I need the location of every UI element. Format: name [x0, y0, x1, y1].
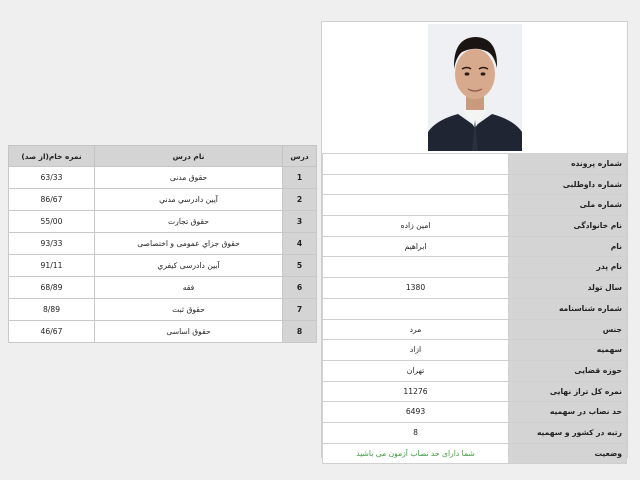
- info-label: شماره داوطلبی: [509, 174, 627, 195]
- header-course-number: درس: [283, 146, 317, 167]
- course-row: [9, 211, 317, 233]
- info-label: شماره پرونده: [509, 154, 627, 175]
- course-row: [9, 321, 317, 343]
- info-label: حوزه قضایی: [509, 360, 627, 381]
- info-label: نام پدر: [509, 257, 627, 278]
- course-row: [9, 299, 317, 321]
- course-score: 55/00: [9, 211, 95, 233]
- info-value: 11276: [323, 381, 509, 402]
- header-raw-score: نمره خام(از صد): [9, 146, 95, 167]
- course-score: 86/67: [9, 189, 95, 211]
- info-value: [323, 257, 509, 278]
- info-value: 6493: [323, 402, 509, 423]
- course-row: [9, 255, 317, 277]
- info-value: 1380: [323, 278, 509, 299]
- info-value: ازاد: [323, 340, 509, 361]
- info-row: [323, 154, 627, 175]
- info-row: [323, 216, 627, 237]
- course-score: 8/89: [9, 299, 95, 321]
- course-row: [9, 233, 317, 255]
- info-label: شماره شناسنامه: [509, 298, 627, 319]
- course-header-row: [9, 146, 317, 167]
- course-scores-table: [8, 145, 317, 343]
- info-label: نام خانوادگی: [509, 216, 627, 237]
- info-value: ابراهیم: [323, 236, 509, 257]
- info-row: [323, 340, 627, 361]
- info-row: [323, 443, 627, 464]
- course-number: 2: [283, 189, 317, 211]
- course-score: 46/67: [9, 321, 95, 343]
- course-score: 68/89: [9, 277, 95, 299]
- candidate-card: [321, 21, 628, 458]
- header-course-name: نام درس: [95, 146, 283, 167]
- info-value: امین زاده: [323, 216, 509, 237]
- info-row: [323, 278, 627, 299]
- course-row: [9, 277, 317, 299]
- info-label: سهمیه: [509, 340, 627, 361]
- course-name: آيين دادرسی کيفري: [95, 255, 283, 277]
- info-row: [323, 174, 627, 195]
- course-number: 8: [283, 321, 317, 343]
- course-number: 1: [283, 167, 317, 189]
- status-value: شما دارای حد نصاب آزمون می باشید: [323, 443, 509, 464]
- info-row: [323, 319, 627, 340]
- photo-area: [322, 22, 627, 153]
- info-row: [323, 381, 627, 402]
- info-value: [323, 154, 509, 175]
- info-row: [323, 422, 627, 443]
- course-name: حقوق تجارت: [95, 211, 283, 233]
- course-row: [9, 167, 317, 189]
- course-name: حقوق اساسی: [95, 321, 283, 343]
- course-number: 6: [283, 277, 317, 299]
- info-label: شماره ملی: [509, 195, 627, 216]
- course-row: [9, 189, 317, 211]
- info-value: مرد: [323, 319, 509, 340]
- course-name: حقوق جزاي عمومی و اختصاصی: [95, 233, 283, 255]
- info-value: تهران: [323, 360, 509, 381]
- info-label: حد نصاب در سهمیه: [509, 402, 627, 423]
- info-value: [323, 195, 509, 216]
- info-label: رتبه در کشور و سهمیه: [509, 422, 627, 443]
- info-label: سال تولد: [509, 278, 627, 299]
- info-row: [323, 195, 627, 216]
- info-label: جنس: [509, 319, 627, 340]
- info-row: [323, 402, 627, 423]
- candidate-photo: [428, 24, 522, 151]
- info-row: [323, 360, 627, 381]
- course-name: فقه: [95, 277, 283, 299]
- info-label: وضعیت: [509, 443, 627, 464]
- course-score: 91/11: [9, 255, 95, 277]
- course-score: 63/33: [9, 167, 95, 189]
- course-name: آيين دادرسي مدني: [95, 189, 283, 211]
- course-score: 93/33: [9, 233, 95, 255]
- course-number: 7: [283, 299, 317, 321]
- info-row: [323, 236, 627, 257]
- info-value: [323, 174, 509, 195]
- course-name: حقوق ثبت: [95, 299, 283, 321]
- info-row: [323, 298, 627, 319]
- info-row: [323, 257, 627, 278]
- course-name: حقوق مدنی: [95, 167, 283, 189]
- info-label: نمره کل تراز نهایی: [509, 381, 627, 402]
- candidate-info-table: [322, 153, 627, 464]
- info-value: [323, 298, 509, 319]
- info-label: نام: [509, 236, 627, 257]
- course-number: 3: [283, 211, 317, 233]
- info-value: 8: [323, 422, 509, 443]
- course-number: 5: [283, 255, 317, 277]
- course-number: 4: [283, 233, 317, 255]
